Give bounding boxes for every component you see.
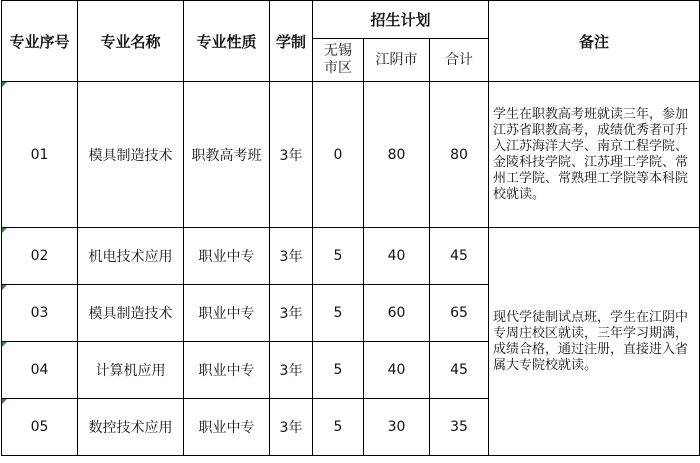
enrollment-plan-table — [1, 0, 700, 456]
cell-name: 机电技术应用 — [78, 228, 184, 285]
remark-rest: 现代学徒制试点班，学生在江阴中专周庄校区就读，三年学习期满，成绩合格，通过注册，直接进入省属大专院校就读。 — [489, 228, 700, 456]
cell-seq: 04 — [2, 342, 78, 399]
cell-duration: 3年 — [270, 285, 313, 342]
cell-wuxi: 0 — [313, 82, 364, 228]
header-jiangyin: 江阴市 — [364, 39, 430, 82]
cell-jiangyin: 40 — [364, 342, 430, 399]
cell-jiangyin: 80 — [364, 82, 430, 228]
header-name: 专业名称 — [78, 1, 184, 82]
cell-duration: 3年 — [270, 228, 313, 285]
cell-seq: 02 — [2, 228, 78, 285]
cell-name: 模具制造技术 — [78, 285, 184, 342]
cell-marker — [2, 82, 7, 87]
cell-seq: 01 — [2, 82, 78, 228]
cell-name: 模具制造技术 — [78, 82, 184, 228]
cell-marker — [2, 228, 7, 233]
cell-duration: 3年 — [270, 342, 313, 399]
cell-marker — [2, 342, 7, 347]
header-duration: 学制 — [270, 1, 313, 82]
cell-marker — [2, 399, 7, 404]
cell-wuxi: 5 — [313, 342, 364, 399]
cell-total: 45 — [430, 228, 489, 285]
cell-total: 45 — [430, 342, 489, 399]
cell-nature: 职业中专 — [184, 342, 270, 399]
cell-total: 80 — [430, 82, 489, 228]
header-remark: 备注 — [489, 1, 700, 82]
cell-wuxi: 5 — [313, 399, 364, 456]
header-seq: 专业序号 — [2, 1, 78, 82]
cell-jiangyin: 30 — [364, 399, 430, 456]
table-row — [2, 228, 700, 285]
cell-nature: 职教高考班 — [184, 82, 270, 228]
remark-first: 学生在职教高考班就读三年，参加江苏省职教高考，成绩优秀者可升入江苏海洋大学、南京工程学院、金陵科技学院、江苏理工学院、常州工学院、常熟理工学院等本科院校就读。 — [489, 82, 700, 228]
cell-wuxi: 5 — [313, 228, 364, 285]
cell-name: 数控技术应用 — [78, 399, 184, 456]
cell-wuxi: 5 — [313, 285, 364, 342]
cell-duration: 3年 — [270, 82, 313, 228]
cell-jiangyin: 40 — [364, 228, 430, 285]
cell-nature: 职业中专 — [184, 285, 270, 342]
header-wuxi: 无锡 市区 — [313, 39, 364, 82]
cell-marker — [2, 285, 7, 290]
cell-seq: 05 — [2, 399, 78, 456]
header-nature: 专业性质 — [184, 1, 270, 82]
cell-total: 65 — [430, 285, 489, 342]
header-plan: 招生计划 — [313, 1, 489, 39]
table-row — [2, 82, 700, 228]
cell-nature: 职业中专 — [184, 228, 270, 285]
cell-nature: 职业中专 — [184, 399, 270, 456]
cell-name: 计算机应用 — [78, 342, 184, 399]
cell-seq: 03 — [2, 285, 78, 342]
cell-duration: 3年 — [270, 399, 313, 456]
header-total: 合计 — [430, 39, 489, 82]
cell-jiangyin: 60 — [364, 285, 430, 342]
cell-total: 35 — [430, 399, 489, 456]
